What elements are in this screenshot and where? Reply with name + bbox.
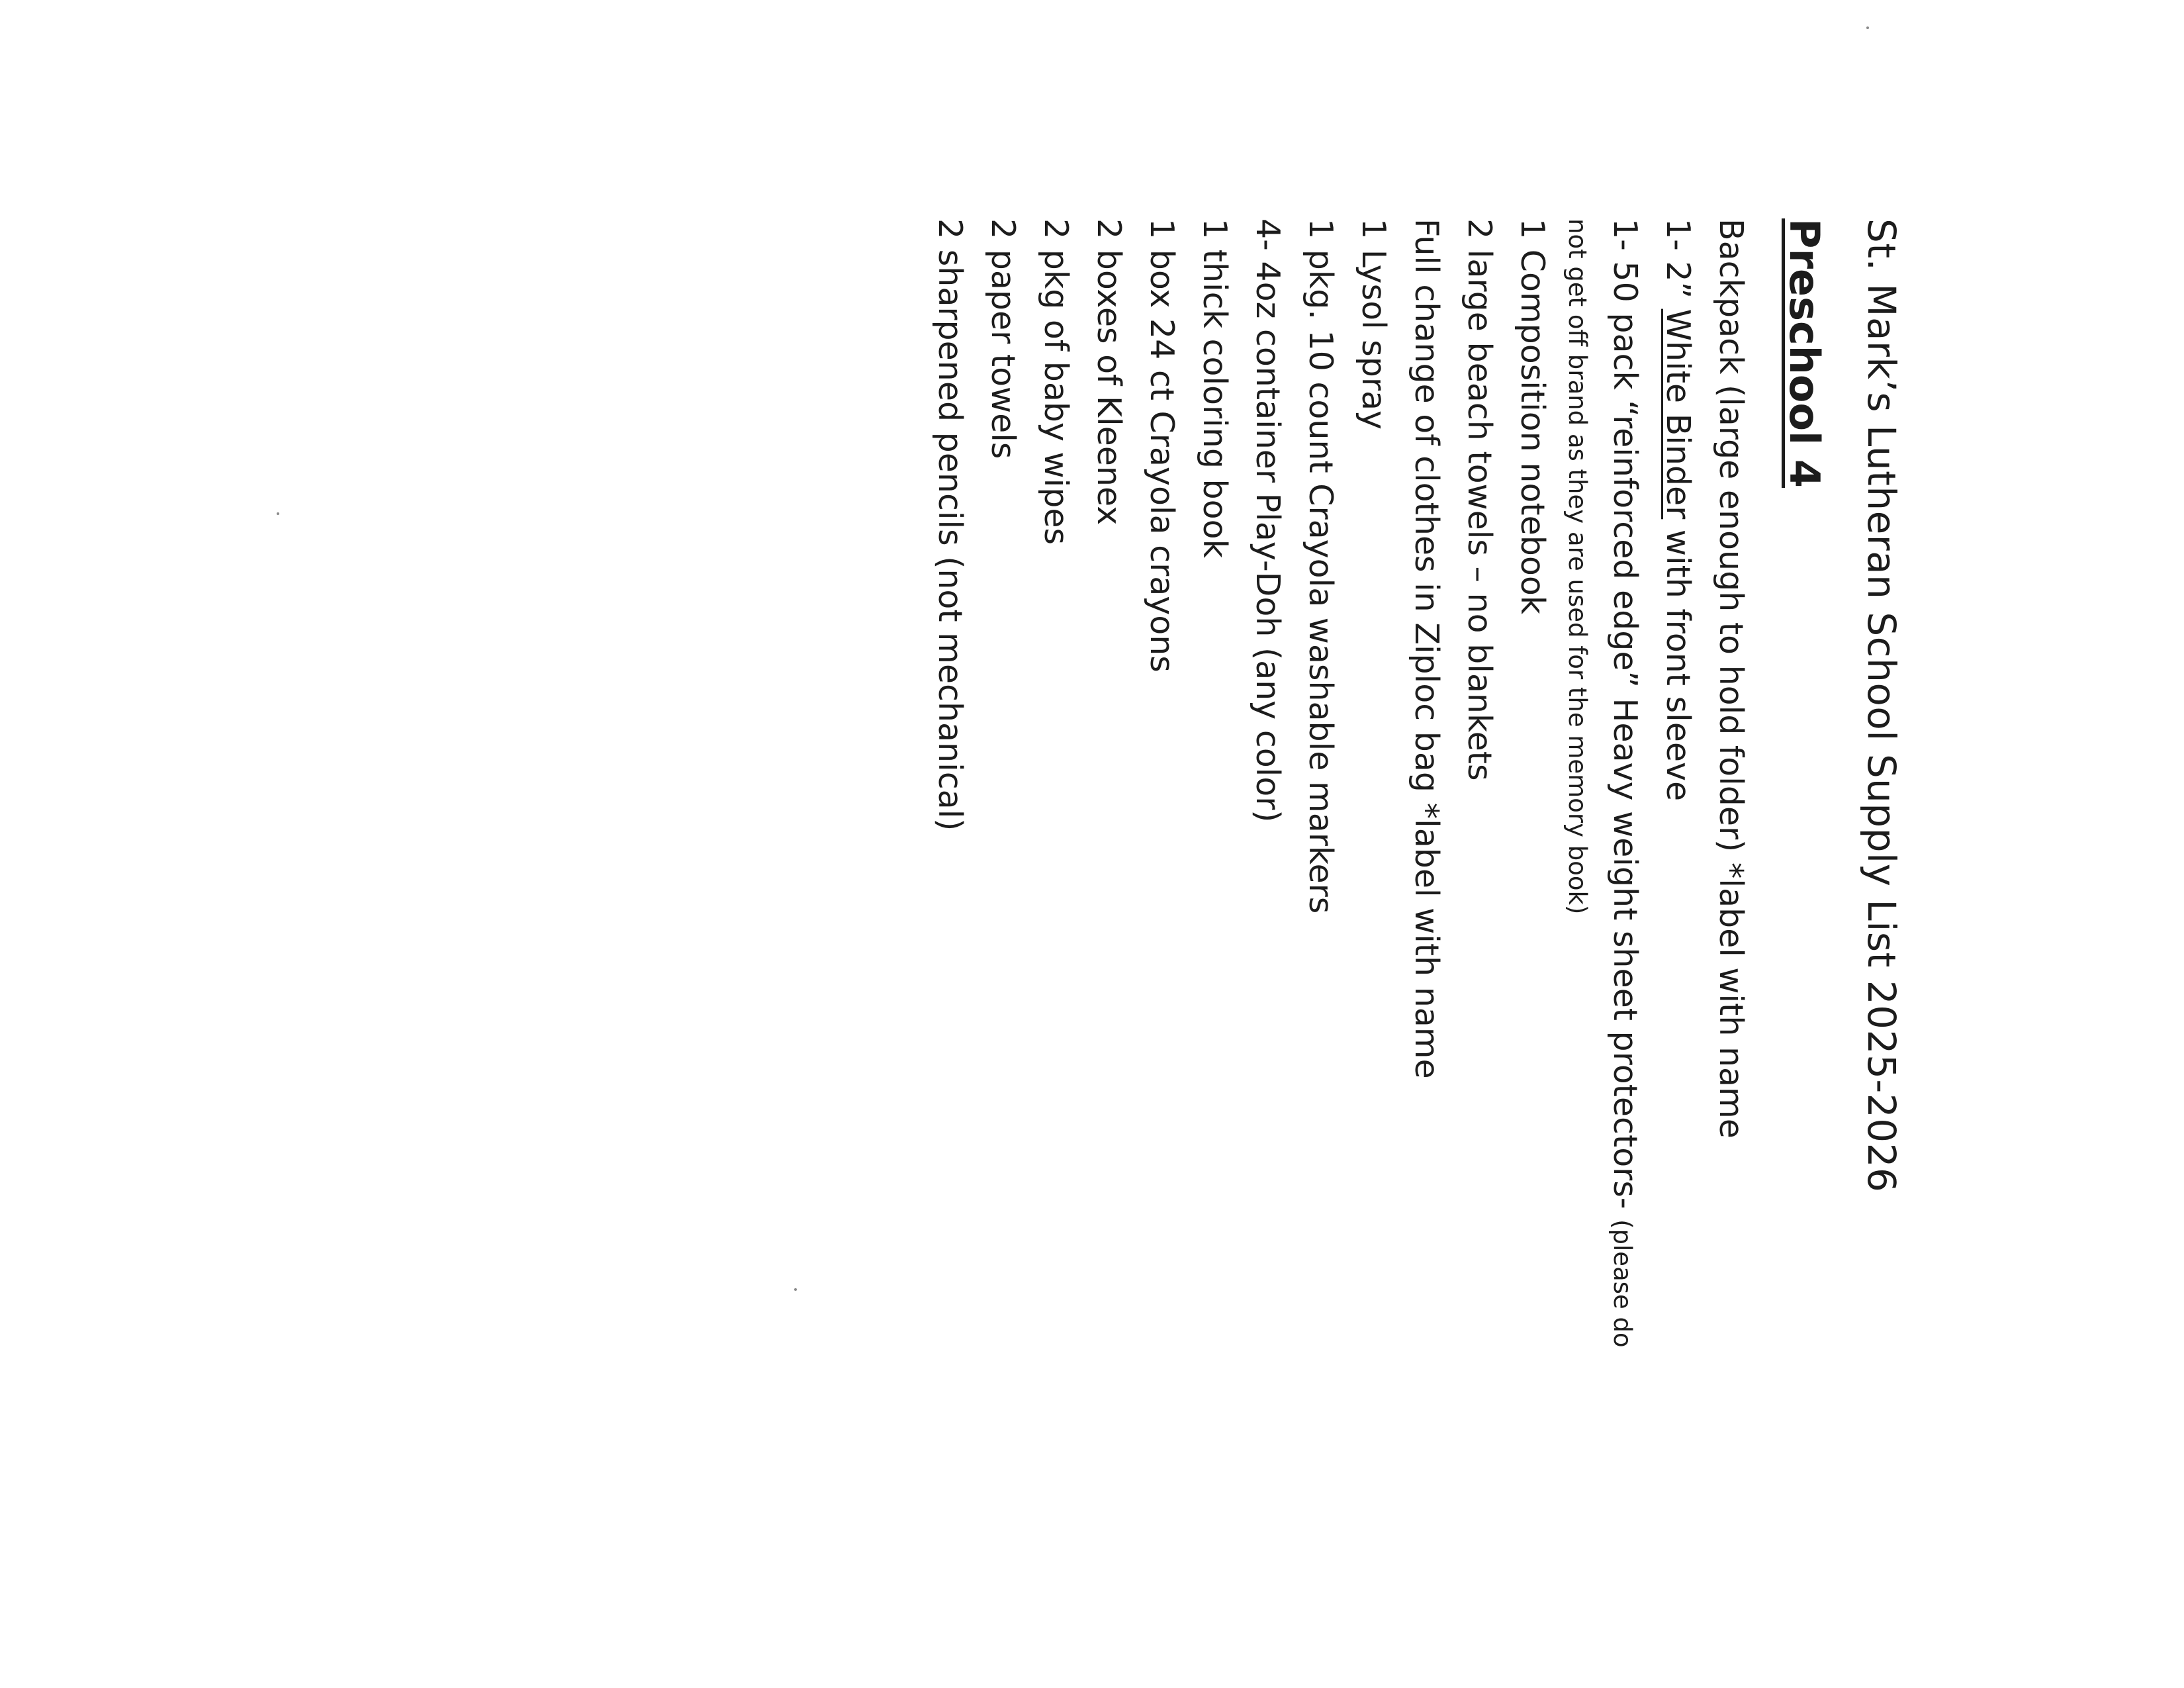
document-title: St. Mark’s Lutheran School Supply List 2025-2026 — [1859, 218, 1904, 1193]
rotated-page — [923, 218, 1906, 1675]
item-note: (please do — [1608, 1219, 1637, 1348]
supply-item: Full change of clothes in Ziploc bag *label with name — [1408, 218, 1445, 1079]
supply-item — [1596, 218, 1651, 1675]
scan-speck — [1866, 26, 1869, 29]
supply-item: 1 Composition notebook — [1514, 218, 1551, 615]
scan-speck — [277, 512, 279, 515]
item-main-text: 1- 50 pack “reinforced edge” Heavy weight sheet protectors- — [1606, 218, 1644, 1220]
supply-item: 2 boxes of Kleenex — [1090, 218, 1128, 526]
supply-item: 1 thick coloring book — [1196, 218, 1234, 558]
supply-item: 1 box 24 ct Crayola crayons — [1143, 218, 1181, 673]
supply-item: 1 Lysol spray — [1355, 218, 1392, 430]
supply-item: 1 pkg. 10 count Crayola washable markers — [1302, 218, 1340, 914]
supply-item: 2 paper towels — [984, 218, 1022, 459]
supply-item — [1651, 218, 1704, 1675]
supply-list — [923, 218, 1757, 1675]
scan-speck — [794, 1288, 797, 1291]
item-prefix: 1- 2” — [1659, 218, 1697, 309]
supply-item: 2 pkg of baby wipes — [1037, 218, 1075, 545]
section-heading: Preschool 4 — [1780, 218, 1829, 489]
item-suffix: with front sleeve — [1659, 519, 1697, 802]
item-underlined-text: White Binder — [1659, 308, 1697, 520]
supply-item: 2 sharpened pencils (not mechanical) — [931, 218, 969, 831]
supply-item: 4- 4oz container Play-Doh (any color) — [1249, 218, 1287, 823]
supply-item-note-line: not get off brand as they are used for the memory book) — [1563, 218, 1592, 915]
supply-item: 2 large beach towels – no blankets — [1461, 218, 1498, 781]
supply-item: Backpack (large enough to hold folder) *label with name — [1712, 218, 1750, 1139]
